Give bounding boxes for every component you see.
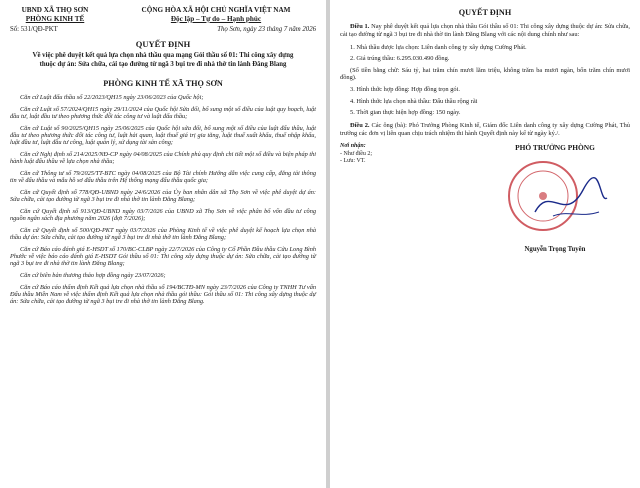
article-item: 2. Giá trúng thầu: 6.295.030.490 đồng. — [350, 55, 450, 63]
decision-title: QUYẾT ĐỊNH — [135, 39, 191, 50]
nation-name: CỘNG HÒA XÃ HỘI CHỦ NGHĨA VIỆT NAM — [141, 6, 291, 14]
legal-basis-item: Căn cứ Báo cáo thẩm định Kết quả lựa chọn nhà thầu số 194/BCTĐ-MN ngày 23/7/2026 của Công ty TNHH Tư vấn Đấu thầu Miền Nam về việc thẩm định Kết quả lựa chọn nhà thầu gói thầu: Gói thầu số 01: Thi công xây dựng thuộc dự án: Sửa chữa, cải tạo đường từ ngã 3 bụi tre đi nhà thờ tin lành Đăng Blang. — [10, 283, 316, 306]
recipients — [340, 143, 450, 253]
legal-basis-list — [10, 94, 316, 306]
issuing-agency — [10, 6, 100, 23]
signer — [480, 143, 630, 253]
recipient-item: - Lưu: VT. — [340, 158, 366, 165]
legal-basis-item: Căn cứ Báo cáo đánh giá E-HSDT số 170/BC-CLBP ngày 22/7/2026 của Công ty Cổ Phần Đầu thầu Cửu Long Bình Phước về việc báo cáo đánh giá E-HSDT Gói thầu số 01: Thi công xây dựng thuộc dự án: Sửa chữa, cải tạo đường từ ngã 3 bụi tre đi nhà thờ tin lành Đăng Blang; — [10, 245, 316, 268]
article-1-items — [340, 44, 630, 117]
document-meta — [10, 26, 316, 33]
office-heading: PHÒNG KINH TẾ XÃ THỌ SƠN — [103, 79, 223, 88]
legal-basis-item: Căn cứ biên bản thương thảo hợp đồng ngày 23/07/2026; — [20, 272, 166, 280]
legal-basis-item: Căn cứ Thông tư số 79/2025/TT-BTC ngày 04/08/2025 của Bộ Tài chính Hướng dẫn việc cung cấp, đăng tải thông tin về đấu thầu và mẫu hồ sơ đấu thầu trên Hệ thống mạng đấu thầu quốc gia; — [10, 169, 316, 185]
legal-basis-item: Căn cứ Quyết định số 500/QĐ-PKT ngày 03/7/2026 của Phòng Kinh tế về việc phê duyệt kế hoạch lựa chọn nhà thầu dự án: Sửa chữa, cải tạo đường từ ngã 3 bụi tre đi nhà thờ tin lành Đăng Blang; — [10, 226, 316, 242]
article-2-label: Điều 2. — [350, 121, 370, 129]
article-2-text: Các ông (bà): Phó Trưởng Phòng Kinh tế, Giám đốc Liên danh công ty xây dựng Cường Phát, Thủ trưởng các đơn vị liên quan chịu trách nhiệm thi hành Quyết định này kể từ ngày ký./. — [340, 121, 630, 137]
national-motto: Độc lập – Tự do – Hạnh phúc — [170, 14, 262, 23]
signer-role: PHÓ TRƯỞNG PHÒNG — [515, 143, 595, 153]
official-stamp-icon — [495, 154, 615, 244]
document-date: Thọ Sơn, ngày 23 tháng 7 năm 2026 — [217, 26, 316, 34]
legal-basis-item: Căn cứ Luật đấu thầu số 22/2023/QH15 ngày 23/06/2023 của Quốc hội; — [20, 94, 204, 101]
legal-basis-item: Căn cứ Quyết định số 913/QĐ-UBND ngày 03/7/2026 của UBND xã Thọ Sơn về việc phân bổ vốn đầu tư công nguồn ngân sách địa phương năm 2026 (đợt 7/2026); — [10, 207, 316, 223]
signer-name: Nguyễn Trọng Tuyên — [524, 246, 586, 254]
document-page-right — [330, 0, 640, 488]
legal-basis-item: Căn cứ Luật số 57/2024/QH15 ngày 29/11/2024 của Quốc hội Sửa đổi, bổ sung một số điều của luật quy hoạch, luật đầu tư, luật đầu tư theo phương thức đối tác công tư và luật đấu thầu; — [10, 105, 316, 120]
article-2 — [340, 122, 630, 138]
agency-name: PHÒNG KINH TẾ — [25, 14, 85, 23]
article-item: 5. Thời gian thực hiện hợp đồng: 150 ngày. — [350, 109, 461, 117]
decision-subject: Về việc phê duyệt kết quả lựa chọn nhà thầu qua mạng Gói thầu số 01: Thi công xây dựng thuộc dự án: Sửa chữa, cải tạo đường từ ngã 3 bụi tre đi nhà thờ tin lành Đăng Blang — [32, 52, 294, 68]
article-1-label: Điều 1. — [350, 23, 370, 30]
signature-block — [340, 143, 630, 253]
article-1-text: Nay phê duyệt kết quả lựa chọn nhà thầu Gói thầu số 01: Thi công xây dựng thuộc dự án: Sửa chữa, cải tạo đường từ ngã 3 bụi tre đi nhà thờ tin lành Đăng Blang với các nội dung chính như sau: — [340, 23, 630, 38]
document-number: Số: 531/QĐ-PKT — [10, 26, 58, 34]
recipients-label: Nơi nhận: — [340, 143, 366, 150]
legal-basis-item: Căn cứ Luật số 90/2025/QH15 ngày 25/06/2025 của Quốc hội sửa đổi, bổ sung một số điều của luật đấu thầu, luật đầu tư theo phương thức đối tác công tư, luật hải quan, luật thuế giá trị gia tăng, luật thuế xuất khẩu, thuế nhập khẩu, luật đầu tư, luật đầu tư công, luật quản lý, sử dụng tài sản công; — [10, 124, 316, 147]
agency-parent: UBND XÃ THỌ SƠN — [21, 6, 89, 14]
legal-basis-item: Căn cứ Quyết định số 778/QĐ-UBND ngày 24/6/2026 của Ủy ban nhân dân xã Thọ Sơn về việc phê duyệt dự án: Sửa chữa, cải tạo đường từ ngã 3 bụi tre đi nhà thờ tin lành Đăng Blang; — [10, 188, 316, 204]
recipient-item: - Như điều 2; — [340, 150, 373, 157]
article-item: 4. Hình thức lựa chọn nhà thầu: Đấu thầu rộng rãi — [350, 97, 478, 105]
legal-basis-item: Căn cứ Nghị định số 214/2025/NĐ-CP ngày 04/08/2025 của Chính phủ quy định chi tiết một số điều và biện pháp thi hành luật đấu thầu về lựa chọn nhà thầu; — [10, 150, 316, 166]
document-header — [10, 6, 316, 23]
article-item: (Số tiền bằng chữ: Sáu tỷ, hai trăm chín mươi lăm triệu, không trăm ba mươi ngàn, bốn trăm chín mươi đồng). — [340, 66, 630, 82]
article-item: 1. Nhà thầu được lựa chọn: Liên danh công ty xây dựng Cường Phát. — [350, 43, 527, 51]
decision-heading: QUYẾT ĐỊNH — [458, 8, 512, 17]
article-1 — [340, 23, 630, 39]
national-header — [116, 6, 316, 23]
article-item: 3. Hình thức hợp đồng: Hợp đồng trọn gói. — [350, 85, 460, 93]
